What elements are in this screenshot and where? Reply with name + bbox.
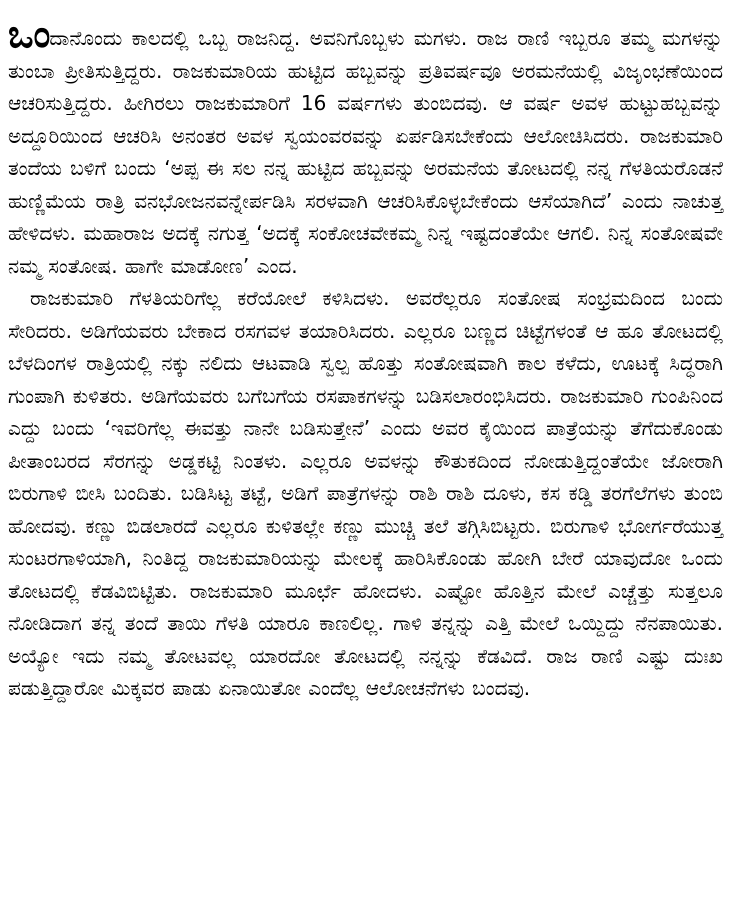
story-paragraph-1 xyxy=(8,12,723,282)
paragraph-1-text: ದಾನೊಂದು ಕಾಲದಲ್ಲಿ ಒಬ್ಬ ರಾಜನಿದ್ದ. ಅವನಿಗೊಬ್ಬಳು ಮಗಳು. ರಾಜ ರಾಣಿ ಇಬ್ಬರೂ ತಮ್ಮ ಮಗಳನ್ನು ತುಂಬಾ ಪ್ರೀತಿಸುತ್ತಿದ್ದರು. ರಾಜಕುಮಾರಿಯ ಹುಟ್ಟಿದ ಹಬ್ಬವನ್ನು ಪ್ರತಿವರ್ಷವೂ ಅರಮನೆಯಲ್ಲಿ ವಿಜೃಂಭಣೆಯಿಂದ ಆಚರಿಸುತ್ತಿದ್ದರು. ಹೀಗಿರಲು ರಾಜಕುಮಾರಿಗೆ 16 ವರ್ಷಗಳು ತುಂಬಿದವು. ಆ ವರ್ಷ ಅವಳ ಹುಟ್ಟುಹಬ್ಬವನ್ನು ಅದ್ದೂರಿಯಿಂದ ಆಚರಿಸಿ ಅನಂತರ ಅವಳ ಸ್ವಯಂವರವನ್ನು ಏರ್ಪಡಿಸಬೇಕೆಂದು ಆಲೋಚಿಸಿದರು. ರಾಜಕುಮಾರಿ ತಂದೆಯ ಬಳಿಗೆ ಬಂದು ‘ಅಪ್ಪ ಈ ಸಲ ನನ್ನ ಹುಟ್ಟಿದ ಹಬ್ಬವನ್ನು ಅರಮನೆಯ ತೋಟದಲ್ಲಿ ನನ್ನ ಗೆಳತಿಯರೊಡನೆ ಹುಣ್ಣಿಮೆಯ ರಾತ್ರಿ ವನಭೋಜನವನ್ನೇರ್ಪಡಿಸಿ ಸರಳವಾಗಿ ಆಚರಿಸಿಕೊಳ್ಳಬೇಕೆಂದು ಆಸೆಯಾಗಿದೆ’ ಎಂದು ನಾಚುತ್ತ ಹೇಳಿದಳು. ಮಹಾರಾಜ ಅದಕ್ಕೆ ನಗುತ್ತ ‘ಅದಕ್ಕೆ ಸಂಕೋಚವೇಕಮ್ಮ ನಿನ್ನ ಇಷ್ಟದಂತೆಯೇ ಆಗಲಿ. ನಿನ್ನ ಸಂತೋಷವೇ ನಮ್ಮ ಸಂತೋಷ. ಹಾಗೇ ಮಾಡೋಣ’ ಎಂದ. xyxy=(8,26,723,278)
story-paragraph-2 xyxy=(8,282,723,705)
drop-cap: ಒಂ xyxy=(8,12,50,56)
paragraph-2-text: ರಾಜಕುಮಾರಿ ಗೆಳತಿಯರಿಗೆಲ್ಲ ಕರೆಯೋಲೆ ಕಳಿಸಿದಳು. ಅವರೆಲ್ಲರೂ ಸಂತೋಷ ಸಂಭ್ರಮದಿಂದ ಬಂದು ಸೇರಿದರು. ಅಡಿಗೆಯವರು ಬೇಕಾದ ರಸಗವಳ ತಯಾರಿಸಿದರು. ಎಲ್ಲರೂ ಬಣ್ಣದ ಚಿಟ್ಟೆಗಳಂತೆ ಆ ಹೂ ತೋಟದಲ್ಲಿ ಬೆಳದಿಂಗಳ ರಾತ್ರಿಯಲ್ಲಿ ನಕ್ಕು ನಲಿದು ಆಟವಾಡಿ ಸ್ವಲ್ಪ ಹೊತ್ತು ಸಂತೋಷವಾಗಿ ಕಾಲ ಕಳೆದು, ಊಟಕ್ಕೆ ಸಿದ್ಧರಾಗಿ ಗುಂಪಾಗಿ ಕುಳಿತರು. ಅಡಿಗೆಯವರು ಬಗೆಬಗೆಯ ರಸಪಾಕಗಳನ್ನು ಬಡಿಸಲಾರಂಭಿಸಿದರು. ರಾಜಕುಮಾರಿ ಗುಂಪಿನಿಂದ ಎದ್ದು ಬಂದು ‘ಇವರಿಗೆಲ್ಲ ಈವತ್ತು ನಾನೇ ಬಡಿಸುತ್ತೇನೆ’ ಎಂದು ಅವರ ಕೈಯಿಂದ ಪಾತ್ರೆಯನ್ನು ತೆಗೆದುಕೊಂಡು ಪೀತಾಂಬರದ ಸೆರಗನ್ನು ಅಡ್ಡಕಟ್ಟಿ ನಿಂತಳು. ಎಲ್ಲರೂ ಅವಳನ್ನು ಕೌತುಕದಿಂದ ನೋಡುತ್ತಿದ್ದಂತೆಯೇ ಜೋರಾಗಿ ಬಿರುಗಾಳಿ ಬೀಸಿ ಬಂದಿತು. ಬಡಿಸಿಟ್ಟ ತಟ್ಟೆ, ಅಡಿಗೆ ಪಾತ್ರೆಗಳನ್ನು ರಾಶಿ ರಾಶಿ ದೂಳು, ಕಸ ಕಡ್ಡಿ ತರಗೆಲೆಗಳು ತುಂಬಿ ಹೋದವು. ಕಣ್ಣು ಬಿಡಲಾರದೆ ಎಲ್ಲರೂ ಕುಳಿತಲ್ಲೇ ಕಣ್ಣು ಮುಚ್ಚಿ ತಲೆ ತಗ್ಗಿಸಿಬಿಟ್ಟರು. ಬಿರುಗಾಳಿ ಭೋರ್ಗರೆಯುತ್ತ ಸುಂಟರಗಾಳಿಯಾಗಿ, ನಿಂತಿದ್ದ ರಾಜಕುಮಾರಿಯನ್ನು ಮೇಲಕ್ಕೆ ಹಾರಿಸಿಕೊಂಡು ಹೋಗಿ ಬೇರೆ ಯಾವುದೋ ಒಂದು ತೋಟದಲ್ಲಿ ಕೆಡವಿಬಿಟ್ಟಿತು. ರಾಜಕುಮಾರಿ ಮೂರ್ಛೆ ಹೋದಳು. ಎಷ್ಟೋ ಹೊತ್ತಿನ ಮೇಲೆ ಎಚ್ಚೆತ್ತು ಸುತ್ತಲೂ ನೋಡಿದಾಗ ತನ್ನ ತಂದೆ ತಾಯಿ ಗೆಳತಿ ಯಾರೂ ಕಾಣಲಿಲ್ಲ. ಗಾಳಿ ತನ್ನನ್ನು ಎತ್ತಿ ಮೇಲೆ ಒಯ್ದಿದ್ದು ನೆನಪಾಯಿತು. ಅಯ್ಯೋ ಇದು ನಮ್ಮ ತೋಟವಲ್ಲ ಯಾರದೋ ತೋಟದಲ್ಲಿ ನನ್ನನ್ನು ಕೆಡವಿದೆ. ರಾಜ ರಾಣಿ ಎಷ್ಟು ದುಃಖ ಪಡುತ್ತಿದ್ದಾರೋ ಮಿಕ್ಕವರ ಪಾಡು ಏನಾಯಿತೋ ಎಂದೆಲ್ಲ ಆಲೋಚನೆಗಳು ಬಂದವು. xyxy=(8,286,723,700)
